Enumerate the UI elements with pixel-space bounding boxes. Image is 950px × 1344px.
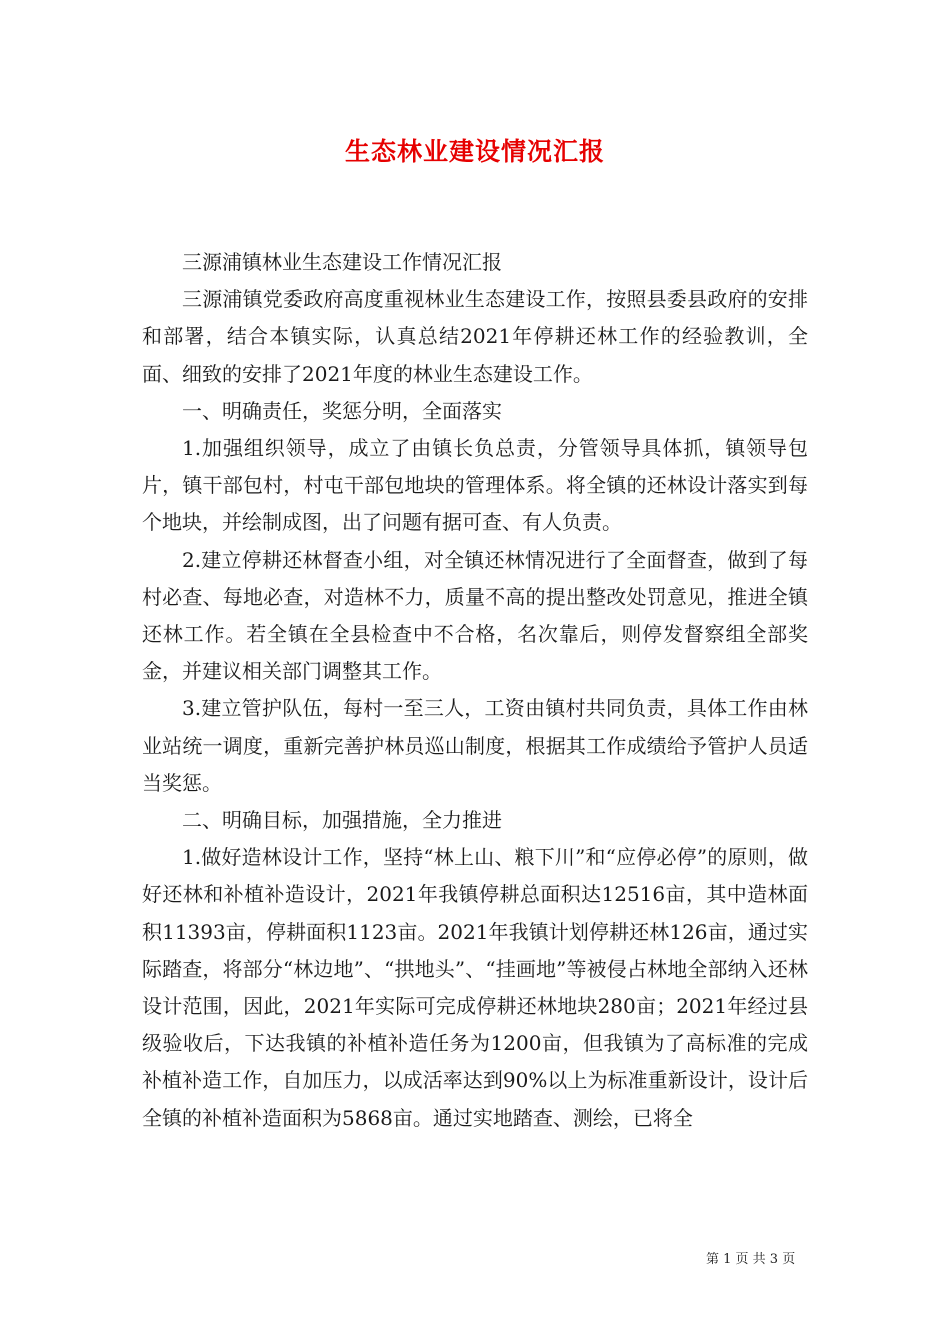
section-heading-2: 二、明确目标，加强措施，全力推进 [182, 808, 502, 833]
paragraph-item: 1.做好造林设计工作，坚持“林上山、粮下川”和“应停必停”的原则，做好还林和补植补造设计，2021年我镇停耕总面积达12516亩，其中造林面积11393亩，停耕面积1123亩。2021年我镇计划停耕还林126亩，通过实际踏查，将部分“林边地”、“拱地头”、“挂画地”等被侵占林地全部纳入还林设计范围，因此，2021年实际可完成停耕还林地块280亩；2021年经过县级验收后，下达我镇的补植补造任务为1200亩，但我镇为了高标准的完成补植补造工作，自加压力，以成活率达到90%以上为标准重新设计，设计后全镇的补植补造面积为5868亩。通过实地踏查、测绘，已将全 [142, 845, 808, 1130]
section-heading-1: 一、明确责任，奖惩分明，全面落实 [182, 398, 502, 423]
paragraph-item: 2.建立停耕还林督查小组，对全镇还林情况进行了全面督查，做到了每村必查、每地必查，对造林不力，质量不高的提出整改处罚意见，推进全镇还林工作。若全镇在全县检查中不合格，名次靠后，则停发督察组全部奖金，并建议相关部门调整其工作。 [142, 547, 808, 684]
paragraph-item: 3.建立管护队伍，每村一至三人，工资由镇村共同负责，具体工作由林业站统一调度，重新完善护林员巡山制度，根据其工作成绩给予管护人员适当奖惩。 [142, 696, 808, 795]
document-title: 生态林业建设情况汇报 [344, 137, 605, 166]
paragraph-subtitle: 三源浦镇林业生态建设工作情况汇报 [182, 250, 502, 274]
paragraph-intro: 三源浦镇党委政府高度重视林业生态建设工作，按照县委县政府的安排和部署，结合本镇实际，认真总结2021年停耕还林工作的经验教训，全面、细致的安排了2021年度的林业生态建设工作。 [142, 287, 808, 386]
page-number-footer: 第 1 页 共 3 页 [706, 1252, 796, 1267]
paragraph-item: 1.加强组织领导，成立了由镇长负总责，分管领导具体抓，镇领导包片，镇干部包村，村屯干部包地块的管理体系。将全镇的还林设计落实到每个地块，并绘制成图，出了问题有据可查、有人负责。 [142, 436, 808, 535]
document-body [142, 244, 808, 1137]
